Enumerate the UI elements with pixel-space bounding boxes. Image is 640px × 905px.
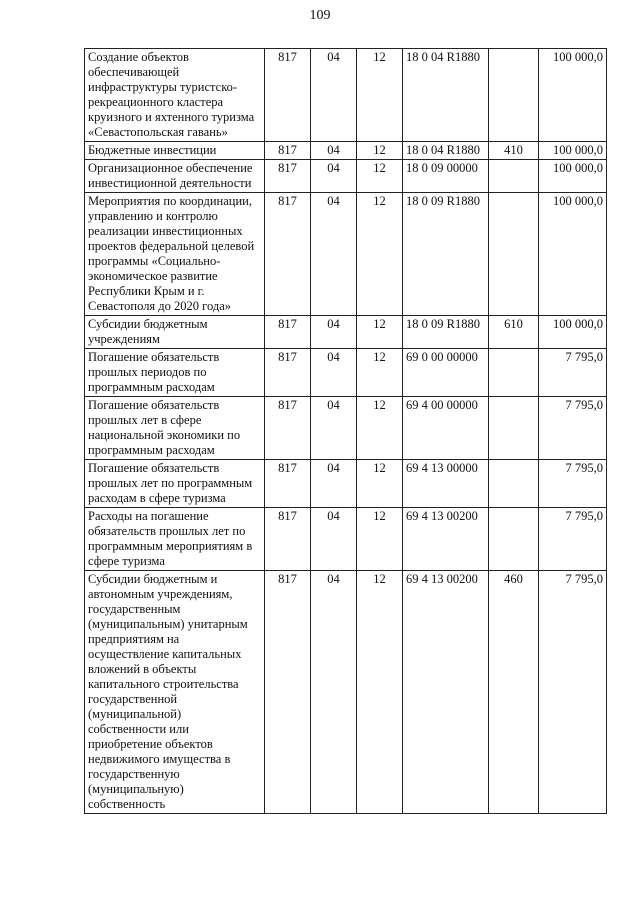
row-code-cell: 817 (265, 193, 311, 316)
row-code-cell: 817 (265, 571, 311, 814)
row-section-cell: 04 (311, 160, 357, 193)
row-code-cell: 817 (265, 508, 311, 571)
row-name-cell: Погашение обязательств прошлых лет в сфере национальной экономики по программным расходам (85, 397, 265, 460)
row-amount-cell: 100 000,0 (539, 316, 607, 349)
row-section-cell: 04 (311, 316, 357, 349)
table-row (85, 397, 607, 460)
row-subsection-cell: 12 (357, 349, 403, 397)
row-type-cell: 460 (489, 571, 539, 814)
row-section-cell: 04 (311, 397, 357, 460)
page-number: 109 (309, 8, 331, 23)
row-code-cell: 817 (265, 460, 311, 508)
row-subsection-cell: 12 (357, 193, 403, 316)
row-section-cell: 04 (311, 349, 357, 397)
row-name-cell: Субсидии бюджетным и автономным учреждениям, государственным (муниципальным) унитарным предприятиям на осуществление капитальных вложений в объекты капитального строительства государственной (муниципальной) собственности или приобретение объектов недвижимого имущества в государственную (муниципальную) собственность (85, 571, 265, 814)
row-target-cell: 69 4 00 00000 (403, 397, 489, 460)
table-row (85, 142, 607, 160)
row-type-cell (489, 397, 539, 460)
row-name-cell: Бюджетные инвестиции (85, 142, 265, 160)
table-row (85, 349, 607, 397)
row-subsection-cell: 12 (357, 397, 403, 460)
row-subsection-cell: 12 (357, 160, 403, 193)
row-amount-cell: 7 795,0 (539, 460, 607, 508)
row-code-cell: 817 (265, 142, 311, 160)
row-target-cell: 69 4 13 00200 (403, 571, 489, 814)
row-section-cell: 04 (311, 193, 357, 316)
row-target-cell: 18 0 04 R1880 (403, 142, 489, 160)
row-amount-cell: 7 795,0 (539, 397, 607, 460)
row-amount-cell: 7 795,0 (539, 508, 607, 571)
row-subsection-cell: 12 (357, 571, 403, 814)
row-type-cell (489, 349, 539, 397)
row-target-cell: 69 4 13 00200 (403, 508, 489, 571)
row-amount-cell: 100 000,0 (539, 49, 607, 142)
budget-table (84, 48, 607, 814)
row-subsection-cell: 12 (357, 49, 403, 142)
row-code-cell: 817 (265, 349, 311, 397)
row-name-cell: Организационное обеспечение инвестиционной деятельности (85, 160, 265, 193)
table-row (85, 193, 607, 316)
row-name-cell: Погашение обязательств прошлых лет по программным расходам в сфере туризма (85, 460, 265, 508)
row-amount-cell: 7 795,0 (539, 349, 607, 397)
row-code-cell: 817 (265, 160, 311, 193)
row-code-cell: 817 (265, 397, 311, 460)
row-amount-cell: 100 000,0 (539, 193, 607, 316)
row-name-cell: Субсидии бюджетным учреждениям (85, 316, 265, 349)
table-row (85, 571, 607, 814)
row-target-cell: 69 4 13 00000 (403, 460, 489, 508)
row-amount-cell: 7 795,0 (539, 571, 607, 814)
table-row (85, 160, 607, 193)
table-row (85, 508, 607, 571)
row-target-cell: 18 0 09 R1880 (403, 316, 489, 349)
row-subsection-cell: 12 (357, 142, 403, 160)
row-name-cell: Расходы на погашение обязательств прошлых лет по программным мероприятиям в сфере туризма (85, 508, 265, 571)
table-row (85, 460, 607, 508)
row-type-cell: 610 (489, 316, 539, 349)
row-section-cell: 04 (311, 508, 357, 571)
row-code-cell: 817 (265, 49, 311, 142)
row-section-cell: 04 (311, 460, 357, 508)
row-amount-cell: 100 000,0 (539, 160, 607, 193)
table-row (85, 316, 607, 349)
row-section-cell: 04 (311, 49, 357, 142)
row-code-cell: 817 (265, 316, 311, 349)
row-section-cell: 04 (311, 571, 357, 814)
row-subsection-cell: 12 (357, 316, 403, 349)
row-subsection-cell: 12 (357, 460, 403, 508)
row-subsection-cell: 12 (357, 508, 403, 571)
row-name-cell: Создание объектов обеспечивающей инфраструктуры туристско-рекреационного кластера круизного и яхтенного туризма «Севастопольская гавань» (85, 49, 265, 142)
row-target-cell: 69 0 00 00000 (403, 349, 489, 397)
row-type-cell (489, 160, 539, 193)
row-name-cell: Погашение обязательств прошлых периодов по программным расходам (85, 349, 265, 397)
row-type-cell (489, 49, 539, 142)
row-target-cell: 18 0 09 00000 (403, 160, 489, 193)
row-type-cell (489, 508, 539, 571)
table-row (85, 49, 607, 142)
row-name-cell: Мероприятия по координации, управлению и контролю реализации инвестиционных проектов федеральной целевой программы «Социально-экономическое развитие Республики Крым и г. Севастополя до 2020 года» (85, 193, 265, 316)
row-target-cell: 18 0 09 R1880 (403, 193, 489, 316)
row-section-cell: 04 (311, 142, 357, 160)
row-type-cell: 410 (489, 142, 539, 160)
row-target-cell: 18 0 04 R1880 (403, 49, 489, 142)
row-type-cell (489, 460, 539, 508)
row-type-cell (489, 193, 539, 316)
row-amount-cell: 100 000,0 (539, 142, 607, 160)
